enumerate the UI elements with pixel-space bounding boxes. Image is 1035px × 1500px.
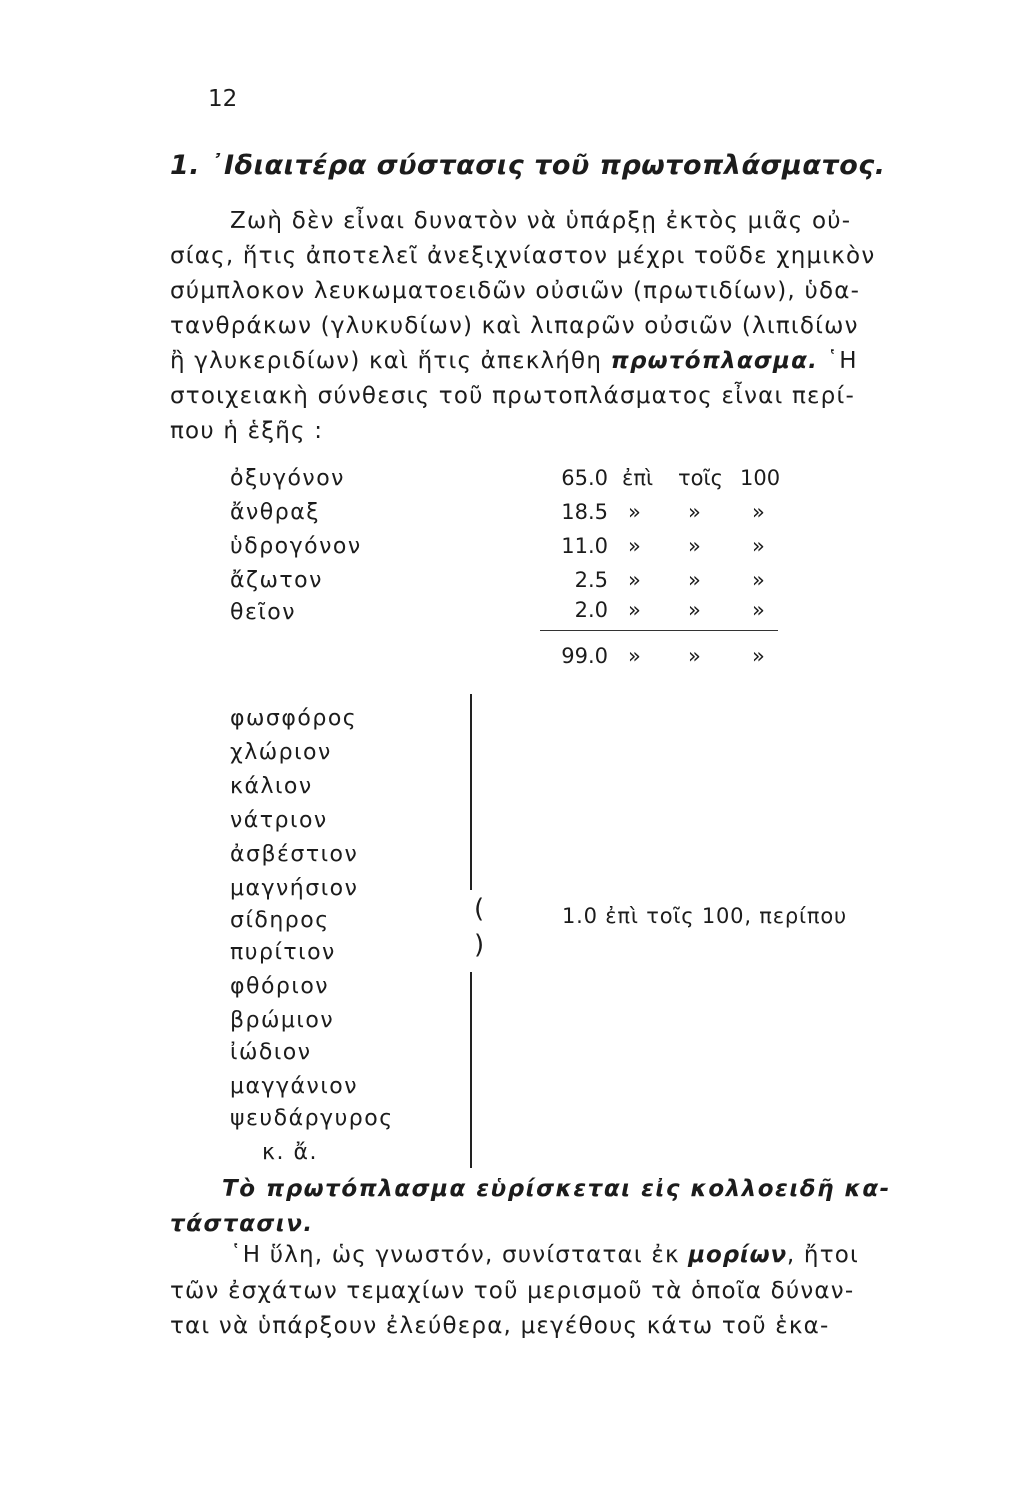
- paragraph-text: ῾Η: [818, 348, 858, 374]
- ditto-mark: »: [688, 568, 701, 592]
- section-heading: 1. ᾽Ιδιαιτέρα σύστασις τοῦ πρωτοπλάσματος.: [170, 150, 886, 181]
- ditto-mark: »: [688, 598, 701, 622]
- ditto-mark: »: [688, 644, 701, 668]
- brace-paren-close: ): [474, 930, 485, 960]
- element-name: θεῖον: [230, 600, 297, 625]
- trace-element: κάλιον: [230, 774, 313, 799]
- trace-element: σίδηρος: [230, 908, 330, 933]
- element-value: 2.0: [574, 598, 608, 622]
- bold-statement-line: τάστασιν.: [170, 1211, 314, 1237]
- ditto-mark: »: [628, 500, 641, 524]
- trace-element: ἰώδιον: [230, 1040, 312, 1065]
- trace-element: νάτριον: [230, 808, 328, 833]
- trace-element: φωσφόρος: [230, 706, 358, 731]
- unit-text: τοῖς: [678, 466, 723, 490]
- ditto-mark: »: [688, 500, 701, 524]
- element-name: ὀξυγόνον: [230, 466, 345, 491]
- paragraph-line: τῶν ἐσχάτων τεμαχίων τοῦ μερισμοῦ τὰ ὁποῖα δύναν-: [170, 1278, 855, 1304]
- bold-statement-line: Τὸ πρωτόπλασμα εὑρίσκεται εἰς κολλοειδῆ κα-: [222, 1176, 891, 1202]
- ditto-mark: »: [688, 534, 701, 558]
- paragraph-line: ται νὰ ὑπάρξουν ἐλεύθερα, μεγέθους κάτω τοῦ ἑκα-: [170, 1313, 830, 1339]
- trace-element: κ. ἄ.: [262, 1140, 318, 1165]
- trace-element: φθόριον: [230, 974, 330, 999]
- ditto-mark: »: [628, 644, 641, 668]
- trace-elements-note: 1.0 ἐπὶ τοῖς 100, περίπου: [562, 904, 847, 928]
- paragraph-text: , ἤτοι: [786, 1242, 860, 1268]
- brace-lower-line: [470, 972, 472, 1168]
- brace-paren-open: (: [474, 894, 485, 924]
- page-number: 12: [208, 86, 238, 112]
- element-value: 11.0: [561, 534, 608, 558]
- sum-rule: [540, 630, 778, 631]
- element-name: ἄνθραξ: [230, 500, 320, 525]
- trace-element: ἀσβέστιον: [230, 842, 359, 867]
- ditto-mark: »: [752, 598, 765, 622]
- term-molecules: μορίων: [688, 1242, 787, 1268]
- element-name: ὑδρογόνον: [230, 534, 362, 559]
- paragraph-line: που ἡ ἑξῆς :: [170, 418, 324, 444]
- paragraph-line: Ζωὴ δὲν εἶναι δυνατὸν νὰ ὑπάρξῃ ἐκτὸς μιᾶς οὐ-: [230, 208, 852, 234]
- ditto-mark: »: [752, 644, 765, 668]
- unit-text: ἐπὶ: [622, 466, 654, 490]
- paragraph-line: [170, 348, 858, 374]
- paragraph-line: σίας, ἥτις ἀποτελεῖ ἀνεξιχνίαστον μέχρι τοῦδε χημικὸν: [170, 243, 876, 269]
- trace-element: χλώριον: [230, 740, 332, 765]
- ditto-mark: »: [752, 534, 765, 558]
- paragraph-line: [230, 1242, 859, 1268]
- ditto-mark: »: [752, 568, 765, 592]
- unit-text: 100: [740, 466, 781, 490]
- ditto-mark: »: [628, 568, 641, 592]
- trace-element: μαγγάνιον: [230, 1074, 359, 1099]
- brace-upper-line: [470, 694, 472, 890]
- ditto-mark: »: [752, 500, 765, 524]
- trace-element: ψευδάργυρος: [230, 1106, 394, 1131]
- element-value: 65.0: [561, 466, 608, 490]
- total-value: 99.0: [561, 644, 608, 668]
- element-value: 2.5: [574, 568, 608, 592]
- element-name: ἄζωτον: [230, 568, 323, 593]
- paragraph-text: ἢ γλυκεριδίων) καὶ ἥτις ἀπεκλήθη: [170, 348, 611, 374]
- trace-element: βρώμιον: [230, 1008, 335, 1033]
- trace-element: πυρίτιον: [230, 940, 336, 965]
- ditto-mark: »: [628, 598, 641, 622]
- term-protoplasm: πρωτόπλασμα.: [610, 348, 819, 374]
- paragraph-line: στοιχειακὴ σύνθεσις τοῦ πρωτοπλάσματος εἶναι περί-: [170, 383, 855, 409]
- paragraph-line: τανθράκων (γλυκυδίων) καὶ λιπαρῶν οὐσιῶν (λιπιδίων: [170, 313, 859, 339]
- ditto-mark: »: [628, 534, 641, 558]
- paragraph-line: σύμπλοκον λευκωματοειδῶν οὐσιῶν (πρωτιδίων), ὑδα-: [170, 278, 861, 304]
- element-value: 18.5: [561, 500, 608, 524]
- trace-element: μαγνήσιον: [230, 876, 359, 901]
- paragraph-text: ῾Η ὕλη, ὡς γνωστόν, συνίσταται ἐκ: [230, 1242, 689, 1268]
